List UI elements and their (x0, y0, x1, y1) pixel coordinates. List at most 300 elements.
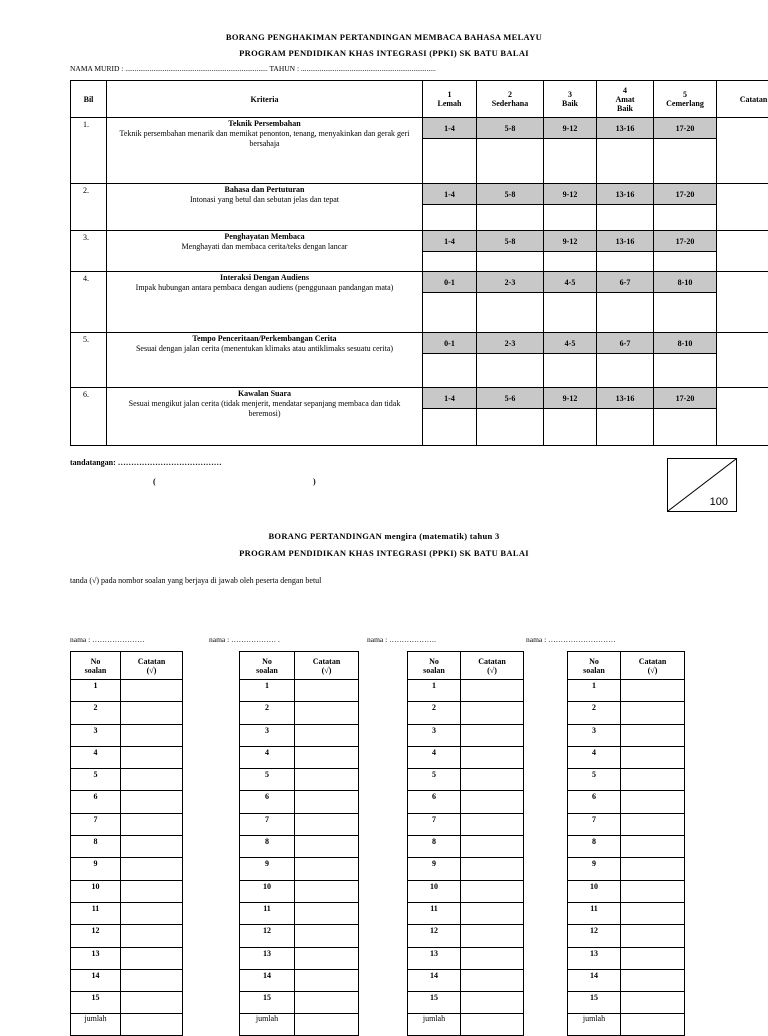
score-entry-cell[interactable] (654, 354, 717, 388)
total-row (568, 1014, 685, 1035)
tick-cell[interactable] (295, 880, 359, 902)
score-range-sederhana: 5-6 (477, 388, 544, 409)
tick-cell[interactable] (121, 947, 183, 969)
header-no-soalan (240, 652, 295, 680)
question-row (568, 680, 685, 702)
header-catatan-line2: (√) (322, 666, 332, 675)
header-catatan-line2: (√) (147, 666, 157, 675)
tick-cell[interactable] (295, 724, 359, 746)
question-row (240, 992, 359, 1014)
score-entry-cell[interactable] (597, 354, 654, 388)
total-label: jumlah (71, 1014, 121, 1035)
question-row (568, 858, 685, 880)
question-number: 13 (408, 947, 461, 969)
criteria-title: Teknik Persembahan (113, 119, 416, 129)
question-row (240, 769, 359, 791)
tick-cell[interactable] (621, 902, 685, 924)
question-number: 8 (240, 836, 295, 858)
question-row (408, 680, 524, 702)
criteria-description: Sesuai mengikut jalan cerita (tidak menjerit, mendatar sepanjang membaca dan tidak beremosi) (113, 399, 416, 419)
tick-cell[interactable] (121, 724, 183, 746)
question-row (568, 813, 685, 835)
tick-cell[interactable] (295, 702, 359, 724)
question-number: 10 (240, 880, 295, 902)
tick-cell[interactable] (461, 836, 524, 858)
question-row (408, 769, 524, 791)
question-row (240, 746, 359, 768)
header-no-soalan-line1: No (429, 657, 439, 666)
notes-cell[interactable] (717, 333, 768, 388)
question-number: 6 (568, 791, 621, 813)
question-sheet-3 (407, 651, 524, 1036)
score-entry-cell[interactable] (544, 139, 597, 184)
criteria-cell (107, 231, 423, 272)
tick-cell[interactable] (121, 680, 183, 702)
question-number: 10 (408, 880, 461, 902)
tick-cell[interactable] (621, 858, 685, 880)
tick-cell[interactable] (121, 858, 183, 880)
header-row (71, 81, 768, 118)
score-range-sederhana: 2-3 (477, 333, 544, 354)
question-row (71, 746, 183, 768)
tick-cell[interactable] (121, 992, 183, 1014)
header-no-soalan (568, 652, 621, 680)
header-no-soalan-line1: No (262, 657, 272, 666)
header-sederhana-label: Sederhana (492, 99, 528, 108)
criteria-description: Menghayati dan membaca cerita/teks dengan lancar (113, 242, 416, 252)
total-label: jumlah (240, 1014, 295, 1035)
question-number: 1 (568, 680, 621, 702)
question-number: 3 (568, 724, 621, 746)
tick-cell[interactable] (461, 992, 524, 1014)
question-number: 11 (568, 902, 621, 924)
question-number: 14 (568, 969, 621, 991)
score-entry-cell[interactable] (597, 409, 654, 446)
question-row (71, 702, 183, 724)
total-cell[interactable] (621, 1014, 685, 1035)
question-row (71, 813, 183, 835)
question-row (240, 836, 359, 858)
tick-cell[interactable] (295, 858, 359, 880)
score-entry-cell[interactable] (544, 409, 597, 446)
row-number: 6. (71, 388, 107, 446)
question-number: 7 (240, 813, 295, 835)
tick-cell[interactable] (461, 769, 524, 791)
tick-cell[interactable] (621, 769, 685, 791)
question-number: 4 (240, 746, 295, 768)
tick-cell[interactable] (621, 680, 685, 702)
notes-cell[interactable] (717, 184, 768, 231)
question-header-row (240, 652, 359, 680)
score-range-amat-baik: 13-16 (597, 388, 654, 409)
question-row (240, 724, 359, 746)
question-row (71, 880, 183, 902)
tick-cell[interactable] (121, 791, 183, 813)
tick-cell[interactable] (461, 858, 524, 880)
header-baik-num: 3 (568, 90, 572, 99)
tick-cell[interactable] (461, 746, 524, 768)
question-number: 7 (568, 813, 621, 835)
tick-cell[interactable] (121, 769, 183, 791)
tick-cell[interactable] (621, 791, 685, 813)
header-amat-baik (597, 81, 654, 118)
criteria-cell (107, 333, 423, 388)
tick-cell[interactable] (295, 836, 359, 858)
question-number: 10 (71, 880, 121, 902)
score-entry-cell[interactable] (477, 139, 544, 184)
question-row (71, 969, 183, 991)
header-no-soalan-line2: soalan (85, 666, 107, 675)
question-number: 5 (408, 769, 461, 791)
score-entry-cell[interactable] (544, 252, 597, 272)
score-entry-cell[interactable] (477, 409, 544, 446)
question-number: 13 (240, 947, 295, 969)
score-range-sederhana: 5-8 (477, 184, 544, 205)
question-number: 12 (71, 925, 121, 947)
criteria-title: Tempo Penceritaan/Perkembangan Cerita (113, 334, 416, 344)
tick-cell[interactable] (461, 680, 524, 702)
row-number: 1. (71, 118, 107, 184)
signature-paren-close: ) (313, 477, 316, 486)
question-row (568, 925, 685, 947)
tick-cell[interactable] (621, 969, 685, 991)
score-range-cemerlang: 8-10 (654, 333, 717, 354)
question-number: 15 (568, 992, 621, 1014)
participant-name-4: nama : ……………………… (526, 635, 616, 644)
question-header-row (71, 652, 183, 680)
score-range-baik: 9-12 (544, 118, 597, 139)
question-number: 2 (408, 702, 461, 724)
score-range-amat-baik: 13-16 (597, 231, 654, 252)
tick-cell[interactable] (121, 880, 183, 902)
question-row (568, 702, 685, 724)
assessment-table (70, 80, 768, 446)
question-sheet-2 (239, 651, 359, 1036)
question-row (568, 969, 685, 991)
total-row (408, 1014, 524, 1035)
question-row (240, 947, 359, 969)
tick-cell[interactable] (621, 746, 685, 768)
tick-cell[interactable] (295, 925, 359, 947)
score-entry-cell[interactable] (654, 293, 717, 333)
question-number: 8 (71, 836, 121, 858)
question-row (71, 836, 183, 858)
header-no-soalan-line2: soalan (583, 666, 605, 675)
question-row (240, 702, 359, 724)
score-range-amat-baik: 13-16 (597, 184, 654, 205)
header-lemah (423, 81, 477, 118)
tick-cell[interactable] (121, 702, 183, 724)
tick-cell[interactable] (295, 746, 359, 768)
tick-cell[interactable] (461, 925, 524, 947)
question-number: 2 (71, 702, 121, 724)
header-baik (544, 81, 597, 118)
total-cell[interactable] (461, 1014, 524, 1035)
score-range-lemah: 1-4 (423, 231, 477, 252)
tick-cell[interactable] (295, 992, 359, 1014)
form1-title-line2: PROGRAM PENDIDIKAN KHAS INTEGRASI (PPKI) SK BATU BALAI (0, 48, 768, 58)
tick-cell[interactable] (621, 925, 685, 947)
score-range-cemerlang: 8-10 (654, 272, 717, 293)
header-lemah-num: 1 (448, 90, 452, 99)
question-row (568, 947, 685, 969)
question-row (408, 925, 524, 947)
tick-cell[interactable] (461, 813, 524, 835)
question-number: 10 (568, 880, 621, 902)
question-number: 7 (71, 813, 121, 835)
question-header-row (408, 652, 524, 680)
question-number: 9 (408, 858, 461, 880)
score-range-sederhana: 5-8 (477, 231, 544, 252)
score-entry-cell[interactable] (423, 409, 477, 446)
question-row (71, 902, 183, 924)
row-number: 5. (71, 333, 107, 388)
question-row (408, 813, 524, 835)
score-range-amat-baik: 6-7 (597, 272, 654, 293)
form2-title-line1: BORANG PERTANDINGAN mengira (matematik) tahun 3 (0, 531, 768, 541)
question-number: 6 (71, 791, 121, 813)
question-row (240, 680, 359, 702)
tick-cell[interactable] (295, 680, 359, 702)
tick-cell[interactable] (621, 836, 685, 858)
form1-title-line1: BORANG PENGHAKIMAN PERTANDINGAN MEMBACA BAHASA MELAYU (0, 32, 768, 42)
question-row (568, 791, 685, 813)
criteria-description: Teknik persembahan menarik dan memikat penonton, tenang, menyakinkan dan gerak geri bersahaja (113, 129, 416, 149)
signature-line: tandatangan: ………………………………… (70, 458, 222, 467)
score-entry-cell[interactable] (477, 354, 544, 388)
row-number: 2. (71, 184, 107, 231)
tick-cell[interactable] (121, 746, 183, 768)
criteria-description: Sesuai dengan jalan cerita (menentukan klimaks atau antiklimaks sesuatu cerita) (113, 344, 416, 354)
header-catatan-line1: Catatan (138, 657, 166, 666)
score-range-amat-baik: 13-16 (597, 118, 654, 139)
score-entry-cell[interactable] (477, 205, 544, 231)
question-row (240, 791, 359, 813)
header-kriteria: Kriteria (107, 81, 423, 118)
score-entry-cell[interactable] (477, 252, 544, 272)
score-range-lemah: 1-4 (423, 184, 477, 205)
header-catatan-line2: (√) (648, 666, 658, 675)
criteria-row (71, 272, 768, 293)
question-row (568, 746, 685, 768)
question-row (240, 902, 359, 924)
score-entry-cell[interactable] (544, 293, 597, 333)
question-number: 4 (71, 746, 121, 768)
question-number: 13 (568, 947, 621, 969)
score-range-baik: 9-12 (544, 388, 597, 409)
tick-cell[interactable] (295, 813, 359, 835)
score-range-sederhana: 2-3 (477, 272, 544, 293)
score-entry-cell[interactable] (477, 293, 544, 333)
score-entry-cell[interactable] (423, 354, 477, 388)
question-number: 5 (568, 769, 621, 791)
tick-cell[interactable] (461, 702, 524, 724)
header-no-soalan-line1: No (91, 657, 101, 666)
score-range-cemerlang: 17-20 (654, 184, 717, 205)
total-label: jumlah (408, 1014, 461, 1035)
question-number: 11 (240, 902, 295, 924)
question-row (568, 992, 685, 1014)
header-no-soalan-line2: soalan (256, 666, 278, 675)
header-no-soalan (71, 652, 121, 680)
criteria-cell (107, 118, 423, 184)
question-row (408, 702, 524, 724)
total-cell[interactable] (121, 1014, 183, 1035)
tick-cell[interactable] (121, 836, 183, 858)
question-row (71, 769, 183, 791)
tick-cell[interactable] (461, 947, 524, 969)
question-number: 5 (71, 769, 121, 791)
form2-instruction: tanda (√) pada nombor soalan yang berjaya di jawab oleh peserta dengan betul (70, 576, 321, 585)
score-range-baik: 9-12 (544, 184, 597, 205)
score-entry-cell[interactable] (544, 205, 597, 231)
question-number: 7 (408, 813, 461, 835)
score-entry-cell[interactable] (423, 205, 477, 231)
question-number: 8 (408, 836, 461, 858)
score-entry-cell[interactable] (423, 252, 477, 272)
question-number: 14 (71, 969, 121, 991)
tick-cell[interactable] (121, 902, 183, 924)
question-row (71, 925, 183, 947)
tick-cell[interactable] (295, 969, 359, 991)
student-name-line: NAMA MURID : ............................................................................ TAHUN : ........................................................................ (70, 64, 436, 73)
score-entry-cell[interactable] (544, 354, 597, 388)
tick-cell[interactable] (121, 925, 183, 947)
question-number: 9 (568, 858, 621, 880)
header-bil: Bil (71, 81, 107, 118)
question-number: 8 (568, 836, 621, 858)
header-catatan: Catatan (717, 81, 768, 118)
tick-cell[interactable] (461, 791, 524, 813)
tick-cell[interactable] (295, 791, 359, 813)
header-baik-label: Baik (562, 99, 578, 108)
question-row (71, 858, 183, 880)
tick-cell[interactable] (461, 969, 524, 991)
question-number: 13 (71, 947, 121, 969)
notes-cell[interactable] (717, 388, 768, 446)
question-row (408, 969, 524, 991)
score-entry-cell[interactable] (654, 252, 717, 272)
notes-cell[interactable] (717, 231, 768, 272)
score-entry-cell[interactable] (654, 409, 717, 446)
question-number: 3 (408, 724, 461, 746)
score-entry-cell[interactable] (597, 293, 654, 333)
question-row (568, 880, 685, 902)
score-range-baik: 4-5 (544, 272, 597, 293)
tick-cell[interactable] (121, 969, 183, 991)
score-range-baik: 4-5 (544, 333, 597, 354)
question-number: 14 (240, 969, 295, 991)
tick-cell[interactable] (621, 947, 685, 969)
score-entry-cell[interactable] (654, 205, 717, 231)
header-catatan-line1: Catatan (313, 657, 341, 666)
score-entry-cell[interactable] (423, 139, 477, 184)
score-range-cemerlang: 17-20 (654, 118, 717, 139)
score-range-cemerlang: 17-20 (654, 388, 717, 409)
question-row (408, 902, 524, 924)
question-number: 15 (408, 992, 461, 1014)
score-entry-cell[interactable] (654, 139, 717, 184)
header-sederhana (477, 81, 544, 118)
header-amat-baik-label2: Baik (617, 104, 633, 113)
tick-cell[interactable] (295, 947, 359, 969)
question-number: 2 (568, 702, 621, 724)
tick-cell[interactable] (621, 724, 685, 746)
question-number: 11 (71, 902, 121, 924)
total-row (240, 1014, 359, 1035)
header-cemerlang (654, 81, 717, 118)
question-number: 6 (240, 791, 295, 813)
tick-cell[interactable] (621, 813, 685, 835)
score-range-lemah: 0-1 (423, 272, 477, 293)
row-number: 4. (71, 272, 107, 333)
question-row (568, 836, 685, 858)
question-number: 2 (240, 702, 295, 724)
header-catatan-line2: (√) (487, 666, 497, 675)
tick-cell[interactable] (621, 702, 685, 724)
question-row (71, 992, 183, 1014)
criteria-title: Bahasa dan Pertuturan (113, 185, 416, 195)
header-amat-baik-label1: Amat (615, 95, 634, 104)
question-row (240, 813, 359, 835)
tick-cell[interactable] (295, 902, 359, 924)
tick-cell[interactable] (295, 769, 359, 791)
question-header-row (568, 652, 685, 680)
score-entry-cell[interactable] (597, 252, 654, 272)
question-number: 5 (240, 769, 295, 791)
question-number: 1 (71, 680, 121, 702)
score-entry-cell[interactable] (423, 293, 477, 333)
question-number: 9 (240, 858, 295, 880)
total-cell[interactable] (295, 1014, 359, 1035)
question-number: 6 (408, 791, 461, 813)
question-number: 1 (408, 680, 461, 702)
tick-cell[interactable] (461, 880, 524, 902)
question-number: 15 (240, 992, 295, 1014)
score-range-baik: 9-12 (544, 231, 597, 252)
notes-cell[interactable] (717, 118, 768, 184)
tick-cell[interactable] (621, 880, 685, 902)
header-no-soalan-line2: soalan (423, 666, 445, 675)
header-no-soalan (408, 652, 461, 680)
tick-cell[interactable] (121, 813, 183, 835)
score-entry-cell[interactable] (597, 139, 654, 184)
tick-cell[interactable] (621, 992, 685, 1014)
question-number: 4 (408, 746, 461, 768)
tick-cell[interactable] (461, 724, 524, 746)
score-entry-cell[interactable] (597, 205, 654, 231)
header-catatan (621, 652, 685, 680)
participant-name-3: nama : ………………. (367, 635, 436, 644)
question-number: 11 (408, 902, 461, 924)
question-row (408, 992, 524, 1014)
header-cemerlang-num: 5 (683, 90, 687, 99)
question-row (568, 769, 685, 791)
question-number: 15 (71, 992, 121, 1014)
notes-cell[interactable] (717, 272, 768, 333)
question-number: 3 (71, 724, 121, 746)
tick-cell[interactable] (461, 902, 524, 924)
header-cemerlang-label: Cemerlang (666, 99, 704, 108)
score-range-lemah: 1-4 (423, 388, 477, 409)
criteria-title: Kawalan Suara (113, 389, 416, 399)
criteria-row (71, 184, 768, 205)
criteria-cell (107, 388, 423, 446)
criteria-row (71, 333, 768, 354)
question-row (240, 858, 359, 880)
criteria-row (71, 118, 768, 139)
question-number: 12 (408, 925, 461, 947)
